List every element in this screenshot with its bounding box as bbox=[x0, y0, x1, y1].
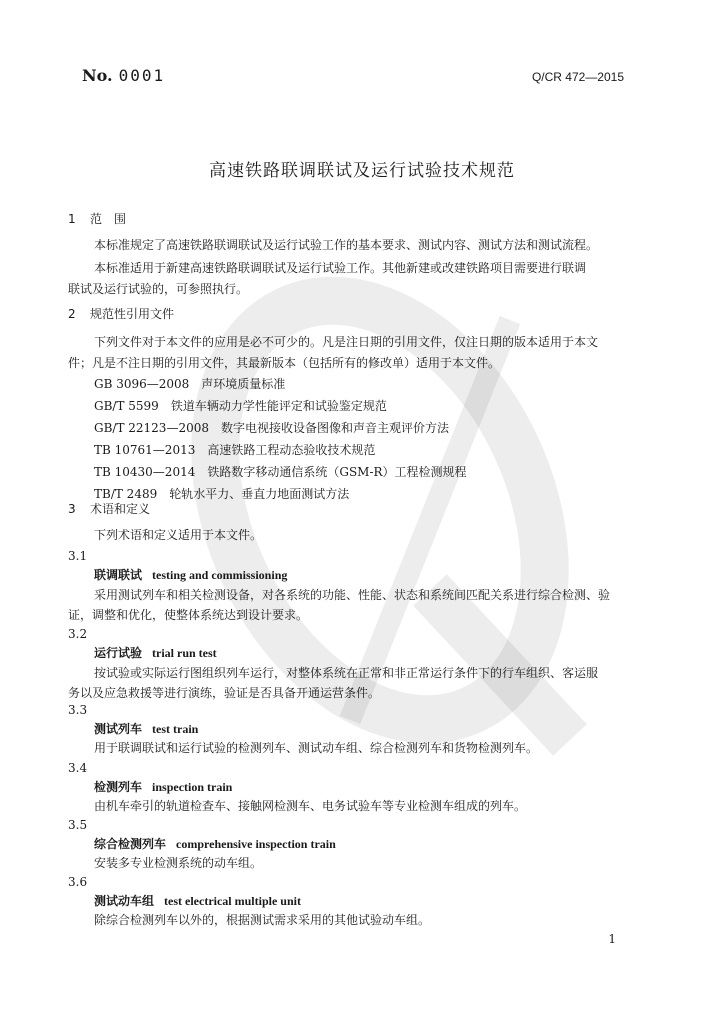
page-number: 1 bbox=[608, 932, 616, 946]
term-heading bbox=[94, 721, 198, 737]
reference-item bbox=[94, 486, 349, 502]
term-definition-continued: 务以及应急救援等进行演练，验证是否具备开通运营条件。 bbox=[68, 686, 381, 700]
reference-code: GB 3096—2008 bbox=[94, 377, 190, 391]
term-heading bbox=[94, 645, 217, 661]
section-2-heading bbox=[68, 306, 174, 322]
reference-item bbox=[94, 442, 375, 458]
paragraph: 本标准适用于新建高速铁路联调联试及运行试验工作。其他新建或改建铁路项目需要进行联调 bbox=[94, 261, 587, 275]
reference-name: 轮轨水平力、垂直力地面测试方法 bbox=[169, 487, 350, 501]
term-english: comprehensive inspection train bbox=[176, 837, 336, 851]
reference-code: TB 10761—2013 bbox=[94, 443, 196, 457]
term-chinese: 检测列车 bbox=[94, 780, 143, 794]
term-english: test train bbox=[152, 722, 199, 736]
term-number: 3.5 bbox=[68, 818, 88, 832]
document-title: 高速铁路联调联试及运行试验技术规范 bbox=[209, 161, 515, 181]
term-definition-continued: 证，调整和优化，使整体系统达到设计要求。 bbox=[68, 608, 309, 622]
term-heading bbox=[94, 779, 232, 795]
reference-name: 高速铁路工程动态验收技术规范 bbox=[207, 443, 376, 457]
section-number: 1 bbox=[68, 212, 76, 226]
section-title: 范 围 bbox=[90, 212, 127, 226]
section-number: 3 bbox=[68, 502, 76, 516]
term-number: 3.4 bbox=[68, 761, 88, 775]
reference-name: 声环境质量标准 bbox=[201, 377, 286, 391]
term-english: trial run test bbox=[152, 646, 217, 660]
term-heading bbox=[94, 893, 301, 909]
paragraph-continued: 件；凡是不注日期的引用文件，其最新版本（包括所有的修改单）适用于本文件。 bbox=[68, 356, 501, 370]
term-chinese: 综合检测列车 bbox=[94, 837, 167, 851]
reference-item bbox=[94, 464, 467, 480]
term-number: 3.2 bbox=[68, 627, 88, 641]
term-definition: 由机车牵引的轨道检查车、接触网检测车、电务试验车等专业检测车组成的列车。 bbox=[94, 799, 527, 813]
reference-name: 数字电视接收设备图像和声音主观评价方法 bbox=[220, 421, 449, 435]
section-title: 规范性引用文件 bbox=[90, 307, 175, 321]
reference-code: TB 10430—2014 bbox=[94, 465, 196, 479]
document-number bbox=[82, 66, 165, 85]
reference-code: GB/T 5599 bbox=[94, 399, 159, 413]
term-definition: 用于联调联试和运行试验的检测列车、测试动车组、综合检测列车和货物检测列车。 bbox=[94, 741, 539, 755]
term-heading bbox=[94, 567, 287, 583]
term-definition: 安装多专业检测系统的动车组。 bbox=[94, 856, 263, 870]
section-3-heading bbox=[68, 501, 150, 517]
reference-item bbox=[94, 420, 449, 436]
number-label: No. bbox=[82, 66, 113, 85]
paragraph: 下列文件对于本文件的应用是必不可少的。凡是注日期的引用文件，仅注日期的版本适用于本文 bbox=[94, 335, 599, 349]
term-chinese: 测试动车组 bbox=[94, 894, 155, 908]
reference-item bbox=[94, 376, 285, 392]
term-number: 3.6 bbox=[68, 875, 88, 889]
section-number: 2 bbox=[68, 307, 76, 321]
term-english: testing and commissioning bbox=[152, 568, 288, 582]
section-1-heading bbox=[68, 211, 126, 227]
section-title: 术语和定义 bbox=[90, 502, 151, 516]
reference-name: 铁道车辆动力学性能评定和试验鉴定规范 bbox=[170, 399, 387, 413]
term-chinese: 运行试验 bbox=[94, 646, 143, 660]
term-english: inspection train bbox=[152, 780, 233, 794]
paragraph: 本标准规定了高速铁路联调联试及运行试验工作的基本要求、测试内容、测试方法和测试流程。 bbox=[94, 238, 599, 252]
term-number: 3.3 bbox=[68, 703, 88, 717]
term-english: test electrical multiple unit bbox=[164, 894, 301, 908]
term-chinese: 测试列车 bbox=[94, 722, 143, 736]
number-value: 0001 bbox=[118, 66, 166, 85]
term-chinese: 联调联试 bbox=[94, 568, 143, 582]
paragraph-continued: 联试及运行试验的，可参照执行。 bbox=[68, 282, 249, 296]
term-definition: 除综合检测列车以外的，根据测试需求采用的其他试验动车组。 bbox=[94, 913, 431, 927]
reference-code: GB/T 22123—2008 bbox=[94, 421, 209, 435]
term-number: 3.1 bbox=[68, 549, 88, 563]
reference-name: 铁路数字移动通信系统（GSM-R）工程检测规程 bbox=[207, 465, 467, 479]
term-definition: 采用测试列车和相关检测设备，对各系统的功能、性能、状态和系统间匹配关系进行综合检测、验 bbox=[94, 588, 611, 602]
term-definition: 按试验或实际运行图组织列车运行，对整体系统在正常和非正常运行条件下的行车组织、客运服 bbox=[94, 666, 599, 680]
term-heading bbox=[94, 836, 336, 852]
reference-code: TB/T 2489 bbox=[94, 487, 158, 501]
standard-code: Q/CR 472—2015 bbox=[531, 70, 624, 84]
reference-item bbox=[94, 398, 387, 414]
paragraph: 下列术语和定义适用于本文件。 bbox=[94, 528, 263, 542]
